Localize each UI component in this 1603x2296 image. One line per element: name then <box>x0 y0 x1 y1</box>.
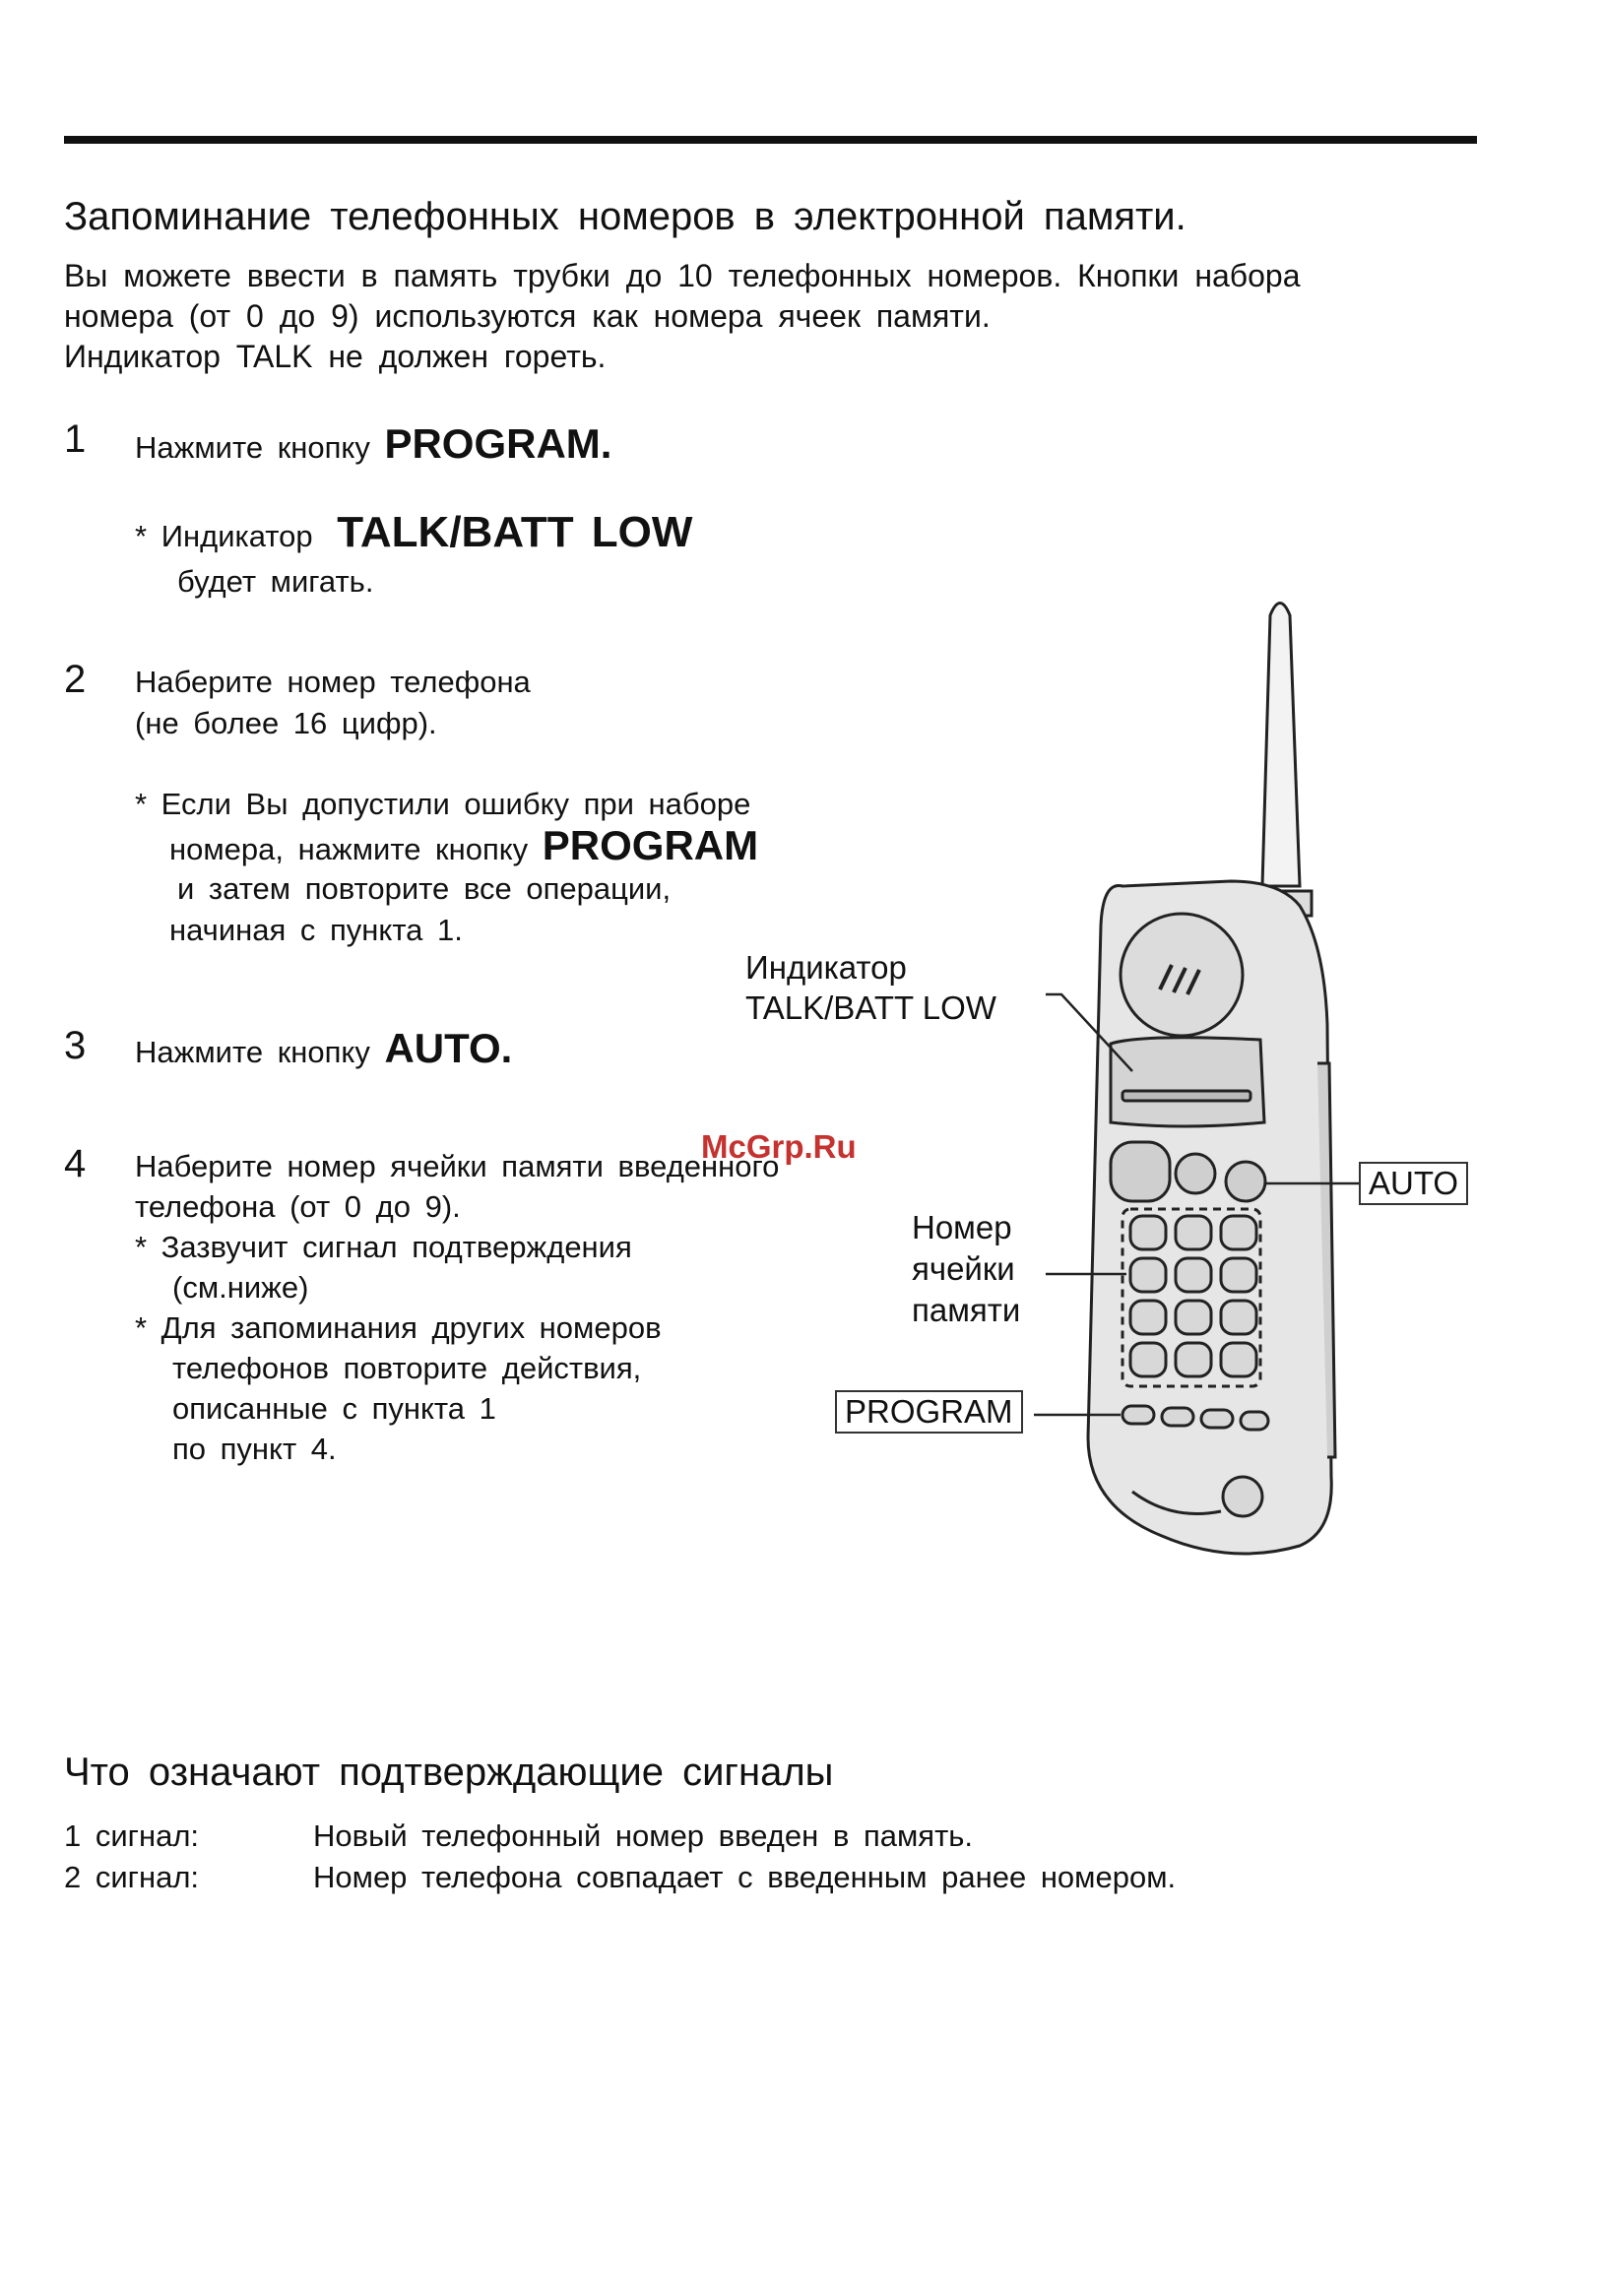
step-3-label: Нажмите кнопку <box>135 1035 370 1069</box>
auto-label: AUTO <box>1359 1162 1468 1205</box>
antenna-icon <box>1262 604 1300 887</box>
memory-label-1: Номер <box>912 1209 1012 1245</box>
step-3-number: 3 <box>64 1024 87 1067</box>
step-4-line7: описанные с пункта 1 <box>172 1391 496 1426</box>
bottom-button <box>1223 1477 1262 1516</box>
talk-button <box>1111 1142 1170 1201</box>
signal-2-label: 2 сигнал: <box>64 1860 200 1894</box>
memory-label-3: памяти <box>912 1292 1021 1328</box>
step-4-line8: по пункт 4. <box>172 1432 337 1466</box>
step-4-line4: (см.ниже) <box>172 1270 309 1305</box>
indicator-label-1: Индикатор <box>745 949 907 986</box>
step-2-note-line1: * Если Вы допустили ошибку при наборе <box>135 787 751 821</box>
intro-line-2: номера (от 0 до 9) используются как номера ячеек памяти. <box>64 298 991 334</box>
step-4-line5: * Для запоминания других номеров <box>135 1310 662 1345</box>
step-2-note-line4: начиная с пункта 1. <box>169 913 463 947</box>
step-4-line6: телефонов повторите действия, <box>172 1351 642 1385</box>
page-title: Запоминание телефонных номеров в электронной памяти. <box>64 195 1186 238</box>
step-2-number: 2 <box>64 658 87 701</box>
program-label: PROGRAM <box>835 1390 1023 1434</box>
memory-label-2: ячейки <box>912 1250 1015 1287</box>
note-label: Индикатор <box>160 519 313 553</box>
note-star: * <box>135 519 148 553</box>
watermark: McGrp.Ru <box>701 1128 857 1165</box>
step-4-line2: телефона (от 0 до 9). <box>135 1189 461 1224</box>
step-2-note-label: номера, нажмите кнопку <box>169 832 529 866</box>
display-window <box>1111 1038 1264 1126</box>
center-button <box>1176 1154 1215 1193</box>
signal-2-text: Номер телефона совпадает с введенным ранее номером. <box>313 1860 1177 1894</box>
step-2-line1: Наберите номер телефона <box>135 665 531 699</box>
step-2-note-line3: и затем повторите все операции, <box>177 871 672 906</box>
intro-line-1: Вы можете ввести в память трубки до 10 телефонных номеров. Кнопки набора <box>64 258 1301 293</box>
step-1-label: Нажмите кнопку <box>135 430 370 465</box>
step-4-number: 4 <box>64 1142 87 1185</box>
program-button <box>1122 1406 1154 1424</box>
program-key-ref: PROGRAM. <box>384 420 612 467</box>
signals-heading: Что означают подтверждающие сигналы <box>64 1751 834 1794</box>
step-1-number: 1 <box>64 417 87 461</box>
intro-line-3: Индикатор TALK не должен гореть. <box>64 339 607 374</box>
talk-batt-key-ref: TALK/BATT LOW <box>337 508 693 556</box>
step-2-line2: (не более 16 цифр). <box>135 706 437 740</box>
signal-1-label: 1 сигнал: <box>64 1818 200 1853</box>
program-key-ref-2: PROGRAM <box>542 822 759 868</box>
auto-key-ref: AUTO. <box>384 1025 513 1071</box>
step-4-line3: * Зазвучит сигнал подтверждения <box>135 1230 632 1264</box>
step-4-line1: Наберите номер ячейки памяти введенного <box>135 1149 780 1183</box>
auto-button <box>1226 1162 1265 1201</box>
indicator-label-2: TALK/BATT LOW <box>745 989 996 1026</box>
signal-1-text: Новый телефонный номер введен в память. <box>313 1818 974 1853</box>
step-1-note-line2: будет мигать. <box>177 564 374 599</box>
